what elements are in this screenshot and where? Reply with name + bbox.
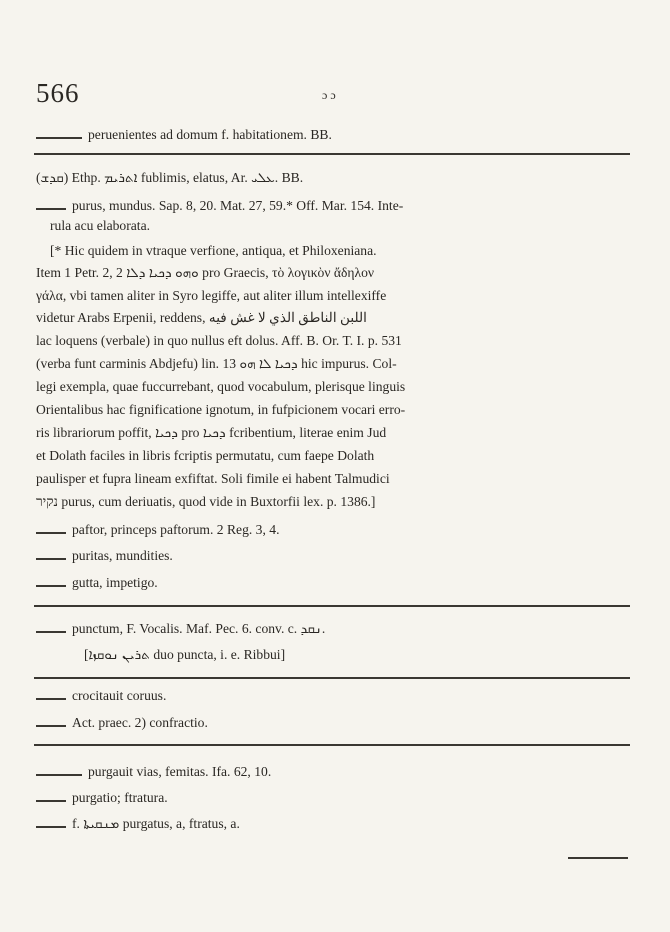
note-line: γάλα, vbi tamen aliter in Syro legiffe, aut aliter illum intellexiffe [36, 288, 387, 303]
entry-line: (ܩܕܫ) Ethp. ܐܬܪܝܡ fublimis, elatus, Ar. ܥܠܝ. BB. [36, 170, 304, 185]
entry-line: purus, mundus. Sap. 8, 20. Mat. 27, 59.* Off. Mar. 154. Inte- [36, 198, 403, 214]
note-line: lac loquens (verbale) in quo nullus eft dolus. Aff. B. Or. T. I. p. 531 [36, 333, 402, 348]
note-line: ris librariorum poffit, ܕܟܝܐ pro ܕܟܝܐ fcribentium, literae enim Jud [36, 425, 387, 440]
section-rule [34, 677, 630, 679]
entry-line: paftor, princeps paftorum. 2 Reg. 3, 4. [36, 522, 279, 538]
note-line: [* Hic quidem in vtraque verfione, antiqua, et Philoxeniana. [50, 243, 377, 258]
catchword [568, 848, 628, 859]
note-line: et Dolath faciles in libris fcriptis permutatu, cum faepe Dolath [36, 448, 375, 463]
entry-line: punctum, F. Vocalis. Maf. Pec. 6. conv. c. ܢܩܕ. [36, 621, 325, 637]
note-line: videtur Arabs Erpenii, reddens, اللبن الناطق الذي لا غش فيه [36, 310, 367, 325]
entry-line: purgauit vias, femitas. Ifa. 62, 10. [36, 764, 271, 780]
entry-line: gutta, impetigo. [36, 575, 158, 591]
note-line: נקיר purus, cum deriuatis, quod vide in Buxtorfii lex. p. 1386.] [36, 494, 376, 509]
entry-line: [ܬܪܝܢ ܢܘܩܙܐ duo puncta, i. e. Ribbui] [84, 647, 286, 662]
entry-line: f. ܡܢܩܝܬܐ purgatus, a, ftratus, a. [36, 816, 240, 832]
note-line: paulisper et fupra lineam exfiftat. Soli fimile ei habent Talmudici [36, 471, 390, 486]
page-number: 566 [36, 78, 80, 108]
entry-line: rula acu elaborata. [50, 218, 151, 233]
section-rule [34, 605, 630, 607]
section-rule [34, 153, 630, 155]
note-line: Item 1 Petr. 2, 2 ܘܗܘ ܕܟܝܐ ܕܠܐ pro Graecis, τὸ λογικὸν ἄδηλον [36, 265, 375, 280]
entry-line: Act. praec. 2) confractio. [36, 715, 208, 731]
entry-line: crocitauit coruus. [36, 688, 166, 704]
entry-line: puritas, mundities. [36, 548, 173, 564]
entry-line: purgatio; ftratura. [36, 790, 168, 806]
signature-mark: ɔ ɔ [322, 88, 336, 102]
section-rule [34, 744, 630, 746]
note-line: Orientalibus hac fignificatione ignotum, in fufpicionem vocari erro- [36, 402, 406, 417]
note-line: (verba funt carminis Abdjefu) lin. 13 ܕܟܝܐ ܠܐ ܗܘ hic impurus. Col- [36, 356, 397, 371]
entry-line: peruenientes ad domum f. habitationem. BB. [36, 127, 332, 143]
note-line: legi exempla, quae fuccurrebant, quod vocabulum, plerisque linguis [36, 379, 406, 394]
